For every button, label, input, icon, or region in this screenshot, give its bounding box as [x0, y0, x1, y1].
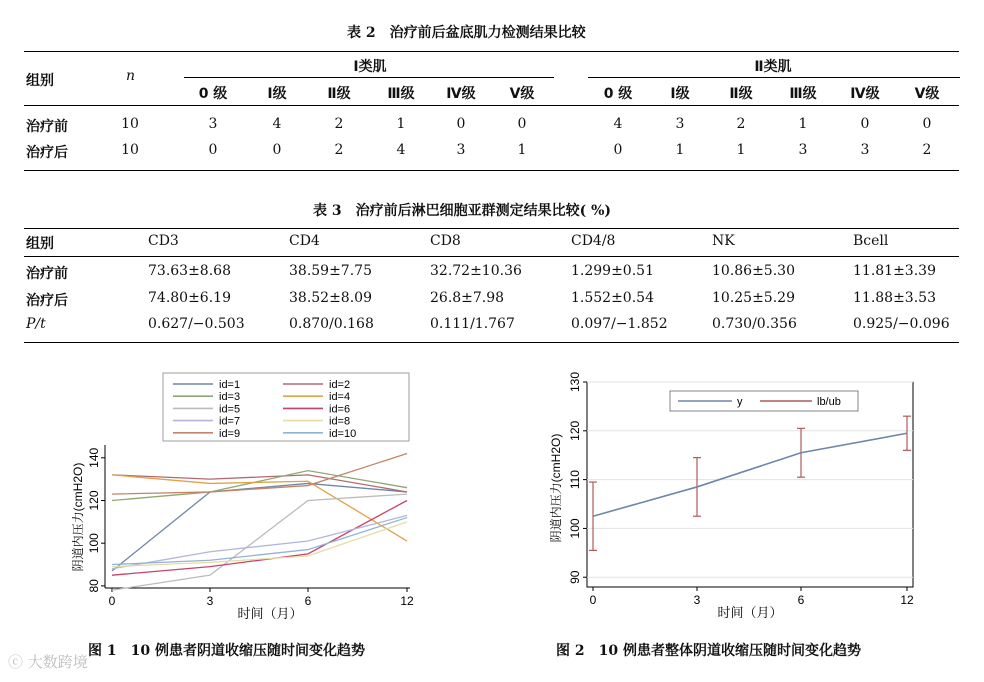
- figure1-line-chart: [60, 370, 420, 630]
- fig1-caption: 图 1 10 例患者阴道收缩压随时间变化趋势: [88, 643, 365, 659]
- watermark-logo-icon: ⓒ: [8, 653, 28, 671]
- table2-class2-grade-header: Ⅳ级: [850, 86, 880, 102]
- table3-cell: 11.88±3.53: [853, 290, 936, 306]
- table3-row-name: P/t: [26, 316, 46, 332]
- table2-class1-grade-header: Ⅰ级: [267, 86, 287, 102]
- table2-cell: 0: [272, 142, 282, 158]
- table3-cell: 38.59±7.75: [289, 263, 372, 279]
- table2-class2-grade-header: Ⅱ级: [729, 86, 753, 102]
- table3-cell: 10.86±5.30: [712, 263, 795, 279]
- fig2-x-tick-label: 0: [589, 593, 597, 607]
- table2-class1-header: Ⅰ类肌: [353, 59, 387, 75]
- table2-cell: 3: [456, 142, 466, 158]
- table3-cell: 38.52±8.09: [289, 290, 372, 306]
- table3-row-name: 治疗前: [26, 266, 68, 282]
- watermark-text: [8, 651, 88, 672]
- table2-class1-grade-header: Ⅱ级: [327, 86, 351, 102]
- table2-row-name: 治疗后: [26, 145, 68, 161]
- watermark-label: 大数跨境: [27, 653, 88, 671]
- table3-cell: 0.925/−0.096: [853, 316, 950, 332]
- fig2-y-tick-label: 110: [568, 470, 582, 490]
- table3-cell: 26.8±7.98: [430, 290, 505, 306]
- table2-class2-grade-header: Ⅲ级: [789, 86, 817, 102]
- table3-cell: 73.63±8.68: [148, 263, 231, 279]
- fig1-legend-label: id=1: [219, 379, 241, 391]
- table2-cell: 2: [334, 142, 344, 158]
- fig1-x-tick-label: 0: [108, 594, 116, 608]
- table3-header-rule: [24, 256, 959, 257]
- table2-row-n: 10: [121, 142, 139, 158]
- table3-cell: 1.552±0.54: [571, 290, 654, 306]
- table2-cell: 1: [675, 142, 685, 158]
- table3-caption: 表 3 治疗前后淋巴细胞亚群测定结果比较( %): [313, 203, 612, 219]
- table3-column-header: CD8: [430, 233, 461, 249]
- fig1-legend-label: id=8: [329, 415, 351, 428]
- fig1-y-tick-label: 100: [87, 533, 101, 554]
- fig2-caption: 图 2 10 例患者整体阴道收缩压随时间变化趋势: [556, 643, 861, 659]
- table2-cell: 1: [736, 142, 746, 158]
- fig2-y-tick-label: 90: [568, 570, 582, 584]
- fig2-legend-label: lb/ub: [817, 396, 841, 408]
- table2-cell: 3: [208, 116, 218, 132]
- table2-group-header: 组别: [26, 73, 54, 89]
- table2-cell: 3: [860, 142, 870, 158]
- table2-cell: 1: [798, 116, 808, 132]
- table2-class1-grade-header: Ⅲ级: [387, 86, 415, 102]
- fig1-y-tick-label: 140: [87, 447, 101, 468]
- table3-cell: 10.25±5.29: [712, 290, 795, 306]
- table2-cell: 2: [922, 142, 932, 158]
- figure2-line-chart: [540, 370, 930, 630]
- table2-cell: 4: [613, 116, 623, 132]
- table2-cell: 2: [736, 116, 746, 132]
- fig2-y-axis-label: 阴道内压力(cmH2O): [549, 433, 563, 543]
- table2-class2-header: Ⅱ类肌: [754, 59, 792, 75]
- fig1-legend-label: id=10: [329, 427, 357, 440]
- fig1-legend-label: id=3: [219, 391, 241, 404]
- table3-column-header: CD4: [289, 233, 320, 249]
- fig2-plot-frame: [587, 382, 913, 587]
- fig1-series-line: [112, 471, 407, 501]
- table2-bottom-rule: [24, 170, 959, 171]
- fig1-legend-label: id=4: [329, 391, 351, 404]
- table2-cell: 1: [396, 116, 406, 132]
- table2-n-header: n: [126, 68, 136, 84]
- table3-cell: 74.80±6.19: [148, 290, 231, 306]
- table3-bottom-rule: [24, 342, 959, 343]
- table2-class1-rule: [184, 77, 554, 78]
- table3-column-header: CD3: [148, 233, 179, 249]
- table3-cell: 0.730/0.356: [712, 316, 797, 332]
- fig1-x-axis-label: 时间（月）: [237, 606, 303, 621]
- fig1-legend-label: id=6: [329, 403, 351, 416]
- table3-cell: 1.299±0.51: [571, 263, 654, 279]
- table3-cell: 11.81±3.39: [853, 263, 936, 279]
- fig1-x-tick-label: 3: [206, 594, 214, 608]
- table3-cell: 0.097/−1.852: [571, 316, 668, 332]
- table3-cell: 32.72±10.36: [430, 263, 522, 279]
- table3-cell: 0.627/−0.503: [148, 316, 245, 332]
- table3-cell: 0.870/0.168: [289, 316, 374, 332]
- table3-top-rule: [24, 228, 959, 229]
- fig1-series-line: [112, 494, 407, 590]
- table3-column-header: CD4/8: [571, 233, 616, 249]
- table2-class2-rule: [588, 77, 960, 78]
- table2-cell: 0: [860, 116, 870, 132]
- table2-class1-grade-header: Ⅴ级: [509, 86, 535, 102]
- fig1-legend-label: id=5: [219, 403, 241, 416]
- fig2-x-axis-label: 时间（月）: [717, 605, 783, 620]
- fig1-legend-label: id=2: [329, 379, 351, 391]
- table2-cell: 4: [272, 116, 282, 132]
- fig1-y-tick-label: 120: [87, 490, 101, 511]
- table2-class2-grade-header: 0 级: [603, 86, 633, 102]
- fig2-legend-label: y: [737, 396, 743, 408]
- fig1-legend-label: id=7: [219, 415, 241, 428]
- table2-header-rule: [24, 105, 959, 106]
- table2-cell: 0: [613, 142, 623, 158]
- table3-column-header: NK: [712, 233, 735, 249]
- table2-class2-grade-header: Ⅰ级: [670, 86, 690, 102]
- table2-cell: 0: [517, 116, 527, 132]
- fig1-y-tick-label: 80: [87, 579, 101, 593]
- table2-cell: 4: [396, 142, 406, 158]
- table2-cell: 1: [517, 142, 527, 158]
- table3-column-header: Bcell: [853, 233, 889, 249]
- table3-cell: 0.111/1.767: [430, 316, 515, 332]
- fig2-y-tick-label: 130: [568, 371, 582, 393]
- fig1-x-tick-label: 12: [400, 594, 414, 608]
- table2-row-n: 10: [121, 116, 139, 132]
- table2-class1-grade-header: 0 级: [198, 86, 228, 102]
- table2-cell: 0: [922, 116, 932, 132]
- fig1-x-tick-label: 6: [304, 594, 312, 608]
- fig1-series-line: [112, 475, 407, 492]
- fig1-y-axis-label: 阴道内压力(cmH2O): [71, 462, 85, 572]
- table2-cell: 3: [675, 116, 685, 132]
- table3-column-header: 组别: [26, 236, 54, 252]
- fig1-legend-label: id=9: [219, 427, 241, 440]
- fig2-x-tick-label: 12: [900, 593, 914, 607]
- table2-top-rule: [24, 51, 959, 52]
- table3-row-name: 治疗后: [26, 293, 68, 309]
- fig2-x-tick-label: 6: [797, 593, 805, 607]
- table2-cell: 0: [208, 142, 218, 158]
- fig2-x-tick-label: 3: [693, 593, 701, 607]
- fig2-y-tick-label: 100: [568, 518, 582, 539]
- fig2-y-tick-label: 120: [568, 420, 582, 441]
- table2-cell: 3: [798, 142, 808, 158]
- table2-class1-grade-header: Ⅳ级: [446, 86, 476, 102]
- table2-class2-grade-header: Ⅴ级: [914, 86, 940, 102]
- table2-cell: 0: [456, 116, 466, 132]
- table2-cell: 2: [334, 116, 344, 132]
- table2-caption: 表 2 治疗前后盆底肌力检测结果比较: [347, 25, 586, 41]
- table2-row-name: 治疗前: [26, 119, 68, 135]
